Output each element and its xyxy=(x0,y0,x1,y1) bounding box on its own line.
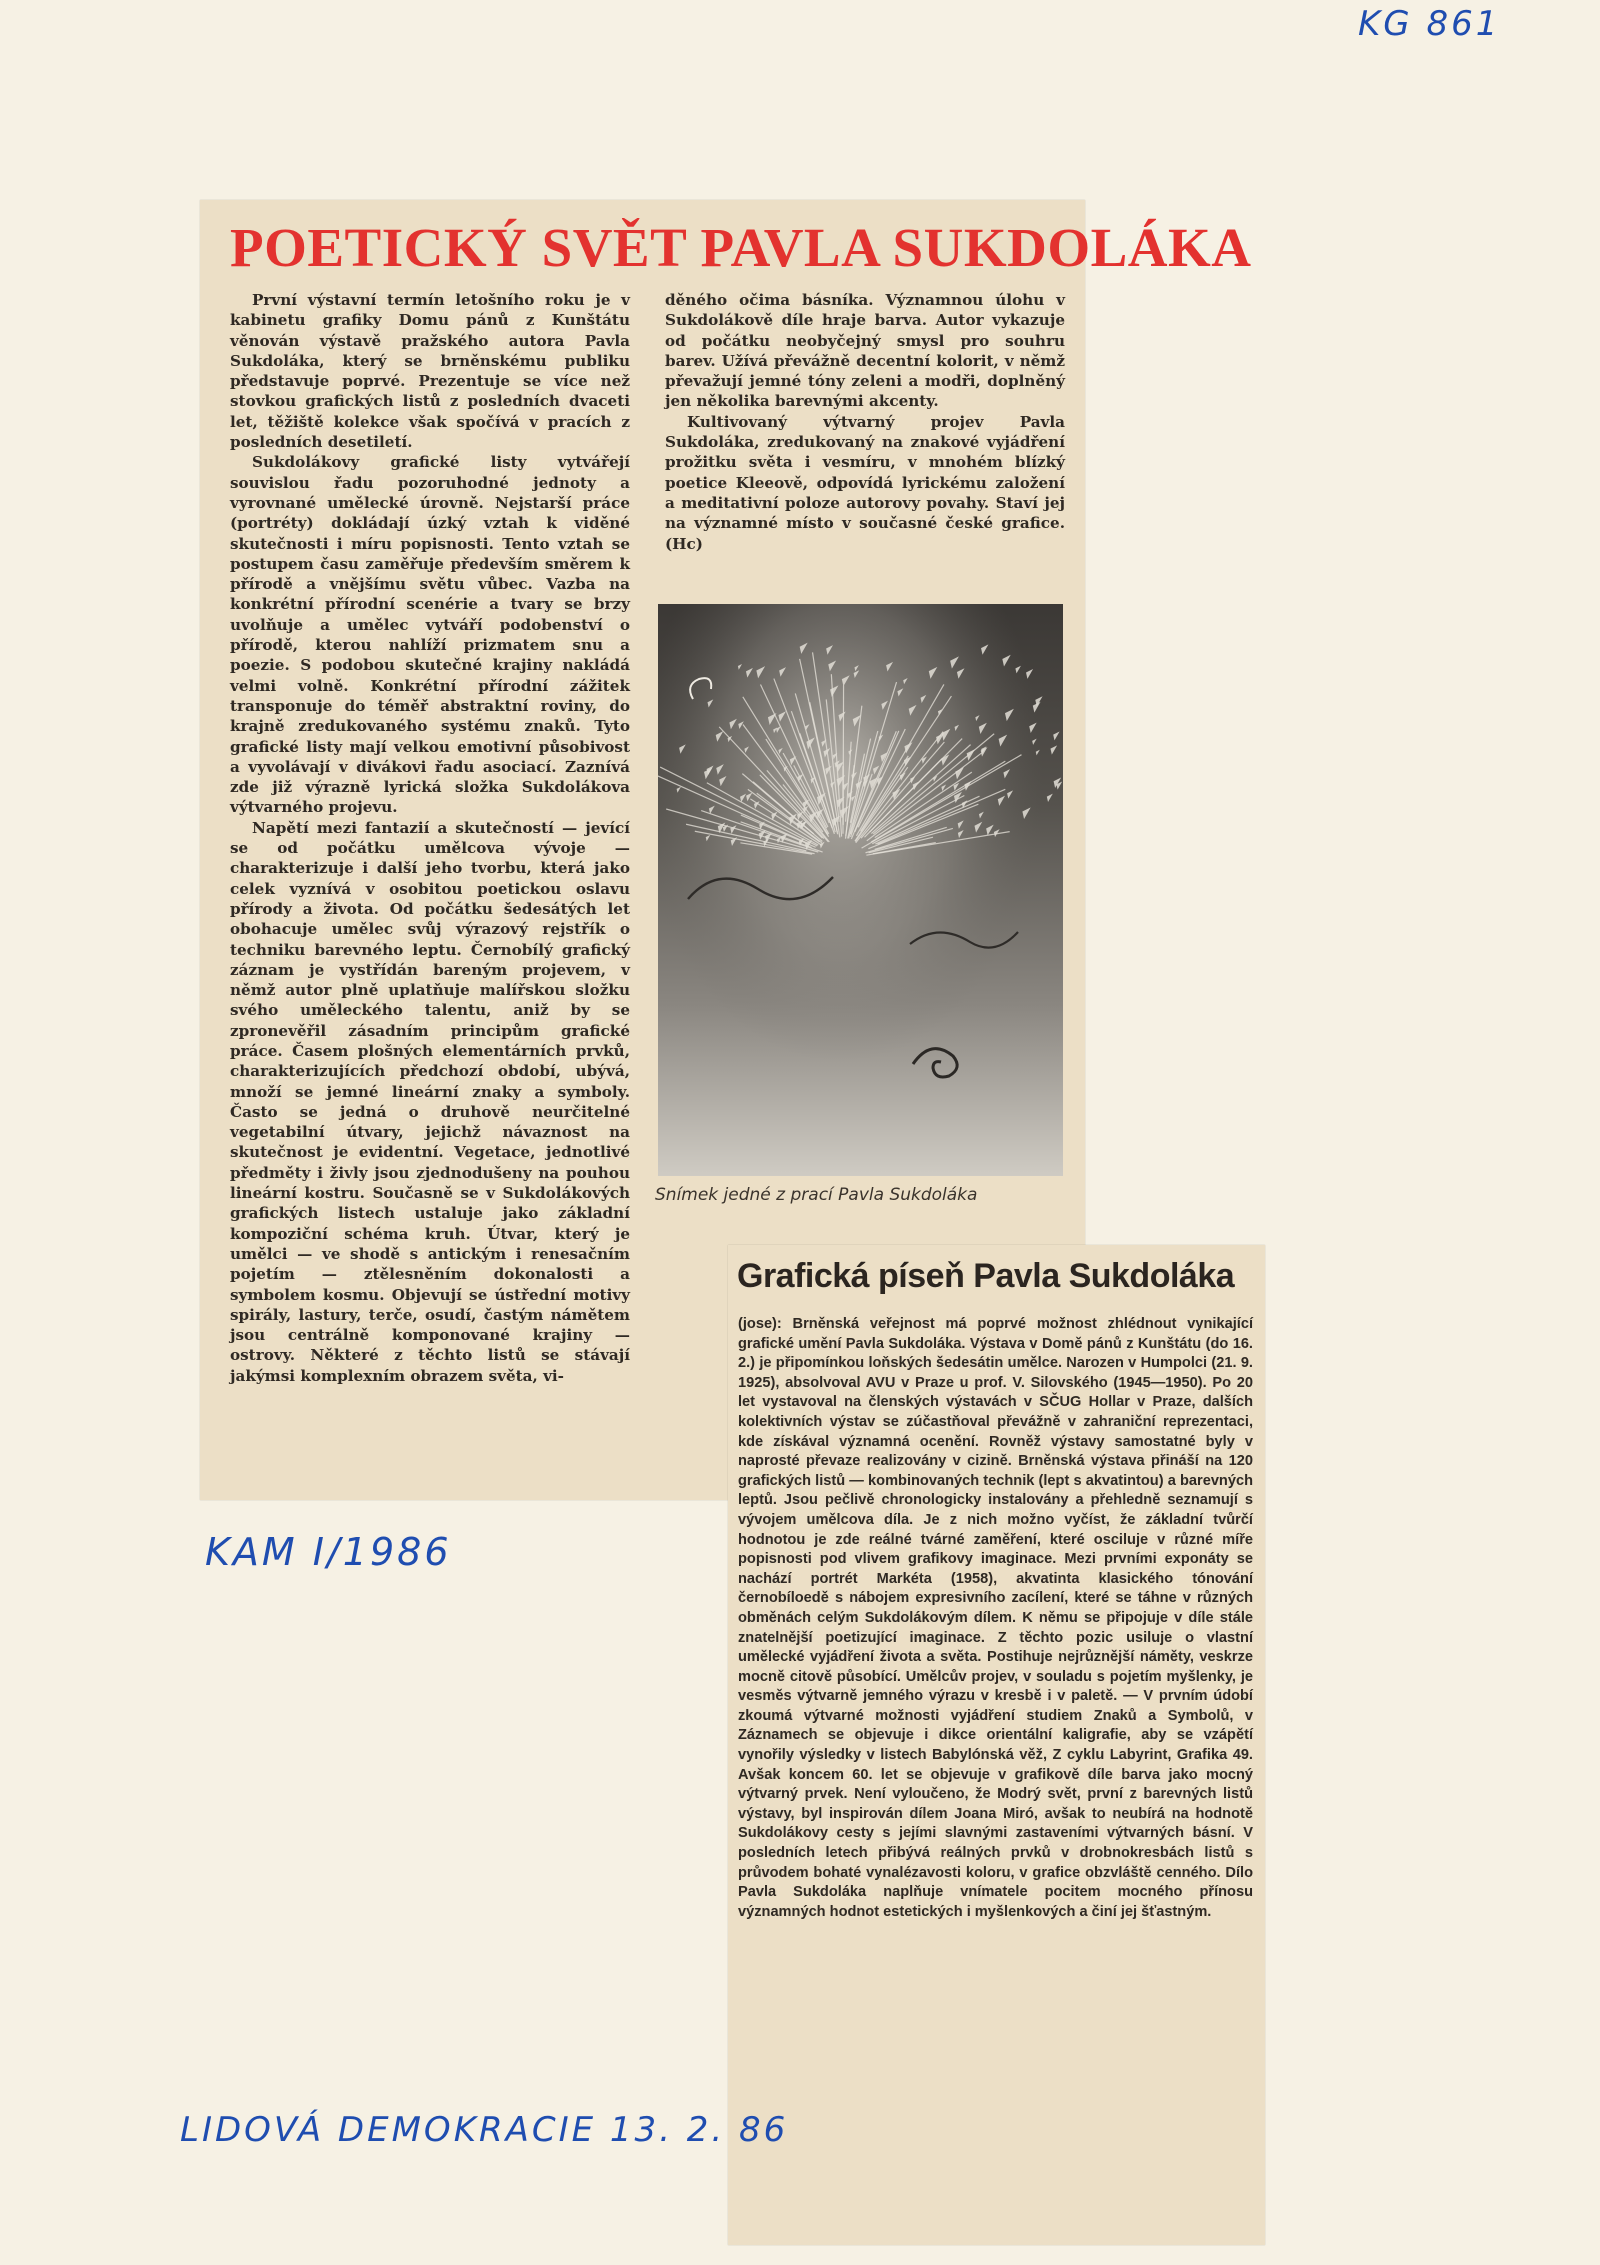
artwork-engraving-image xyxy=(658,604,1063,1176)
clipping-headline: Grafická píseň Pavla Sukdoláka xyxy=(737,1257,1235,1295)
article-body xyxy=(738,1315,1253,1922)
clipping-headline: POETICKÝ SVĚT PAVLA SUKDOLÁKA xyxy=(230,217,1252,278)
article-paragraph: děného očima básníka. Významnou úlohu v Sukdolákově díle hraje barva. Autor vykazuje od počátku neobyčejný smysl pro souhru barev. Užívá převážně decentní kolorit, v němž převažují jemné tóny zeleni a modři, doplněný jen několika barevnými akcenty. xyxy=(665,291,1065,411)
source-annotation-lidova: LIDOVÁ DEMOKRACIE 13. 2. 86 xyxy=(180,2110,789,2150)
article-column-left xyxy=(230,290,630,1386)
article-paragraph: Sukdolákovy grafické listy vytvářejí souvislou řadu pozoruhodné jednoty a vyrovnané umělecké úrovně. Nejstarší práce (portréty) dokládají úzký vztah k viděné skutečnosti i míru popisnosti. Tento vztah se postupem času zaměřuje především směrem k přírodě a vnějšímu světu vůbec. Vazba na konkrétní přírodní scenérie a tvary se brzy uvolňuje a umělec vytváří podobenství o přírodě, kterou nahlíží prizmatem snu a poezie. S podobou skutečné krajiny nakládá velmi volně. Konkrétní přírodní zážitek transponuje do téměř abstraktní roviny, do krajně zredukovaného systému znaků. Tyto grafické listy mají velkou emotivní působivost a vyvolávají v divákovi řadu asociací. Zaznívá zde již výrazně lyrická složka Sukdolákova výtvarného projevu. xyxy=(230,453,630,817)
article-paragraph: První výstavní termín letošního roku je v kabinetu grafiky Domu pánů z Kunštátu věnován výstavě pražského autora Pavla Sukdoláka, který se brněnskému publiku představuje poprvé. Prezentuje se více než stovkou grafických listů z posledních dvaceti let, těžiště kolekce však spočívá v pracích z posledních desetiletí. xyxy=(230,291,630,452)
photo-caption: Snímek jedné z prací Pavla Sukdoláka xyxy=(655,1185,978,1205)
archive-code-annotation: KG 861 xyxy=(1358,4,1501,44)
source-annotation-kam: KAM I/1986 xyxy=(205,1530,452,1574)
article-paragraph: Napětí mezi fantazií a skutečností — jevící se od počátku umělcova vývoje — charakterizuje i další jeho tvorbu, která jako celek vyznívá v osobitou poetickou oslavu přírody a života. Od počátku šedesátých let obohacuje umělec svůj výrazový rejstřík o techniku barevného leptu. Černobílý grafický záznam je vystřídán bareným projevem, v němž autor plně uplatňuje malířskou složku svého uměleckého talentu, aniž by se zpronevěřil zásadním principům grafické práce. Časem plošných elementárních prvků, charakterizujících předchozí období, ubývá, množí se jemné lineární znaky a symboly. Často se jedná o druhově neurčitelné vegetabilní útvary, jejichž návaznost na skutečnost je evidentní. Vegetace, jednotlivé předměty i živly jsou zjednodušeny na pouhou lineární kostru. Současně se v Sukdolákových grafických listech ustaluje jako základní kompoziční schéma kruh. Útvar, který je umělci — ve shodě s antickým i renesačním pojetím — ztělesněním dokonalosti a symbolem kosmu. Objevují se ústřední motivy spirály, lastury, terče, osudí, častým námětem jsou centrálně komponované krajiny — ostrovy. Některé z těchto listů se stávají jakýmsi komplexním obrazem světa, vi- xyxy=(230,818,630,1385)
article-column-right xyxy=(665,290,1065,554)
artwork-photo xyxy=(658,604,1063,1176)
article-paragraph: Kultivovaný výtvarný projev Pavla Sukdoláka, zredukovaný na znakové vyjádření prožitku světa i vesmíru, v mnohém blízký poetice Kleeově, odpovídá lyrickému založení a meditativní poloze autorovy povahy. Staví jej na významné místo v současné české grafice. (Hc) xyxy=(665,412,1065,553)
article-paragraph: (jose): Brněnská veřejnost má poprvé možnost zhlédnout vynikající grafické umění Pavla Sukdoláka. Výstava v Domě pánů z Kunštátu (do 16. 2.) je připomínkou loňských šedesátin umělce. Narozen v Humpolci (21. 9. 1925), absolvoval AVU v Praze u prof. V. Silovského (1945—1950). Po 20 let vystavoval na členských výstavách v SČUG Hollar v Praze, dalších kolektivních výstav se zúčastňoval převážně v zahraniční reprezentaci, kde získával významná ocenění. Rovněž výstavy samostatné byly v naprosté převaze realizovány v cizině. Brněnská výstava přináší na 120 grafických listů — kombinovaných technik (lept s akvatintou) a barevných leptů. Jsou pečlivě chronologicky instalovány a přehledně seznamují s vývojem umělcova díla. Je z nich možno vyčíst, že základní tvůrčí hodnotou je zde reálné tvárné zaměření, které osciluje v různé míře popisnosti pod vlivem grafikovy imaginace. Mezi prvními exponáty se nachází portrét Markéta (1958), akvatinta klasického tónování černobíloedě s nábojem expresivního zacílení, které se táhne v různých obměnách celým Sukdolákovým dílem. K němu se připojuje v díle stále znatelnější poetizující imaginace. Z těchto pozic usiluje o vlastní umělecké vyjádření života a světa. Postihuje nejrůznější náměty, veskrze mocně citově působící. Umělcův projev, v souladu s pojetím myšlenky, je vesměs výtvarně jemného výrazu v kresbě i v paletě. — V prvním údobí zkoumá výtvarné možnosti vyjádření studiem Znaků a Symbolů, v Záznamech se objevuje i dikce orientální kaligrafie, aby se vzápětí vynořily výsledky v listech Babylónská věž, Z cyklu Labyrint, Grafika 49. Avšak koncem 60. let se objevuje v grafikově díle barva jako mocný výtvarný prvek. Není vyloučeno, že Modrý svět, první z barevných listů výstavy, byl inspirován dílem Joana Miró, avšak to neubírá na hodnotě Sukdolákovy cesty s jejími slavnými zastaveními výtvarných básní. V posledních letech přibývá reálných prvků v drobnokresbách listů s průvodem bohaté vynalézavosti koloru, v grafice obzvláště cenného. Dílo Pavla Sukdoláka naplňuje vnímatele pocitem mocného přínosu významných hodnot estetických i myšlenkových a činí jej šťastným. xyxy=(738,1316,1253,1920)
clipping-graficka-pisen xyxy=(728,1245,1265,2245)
